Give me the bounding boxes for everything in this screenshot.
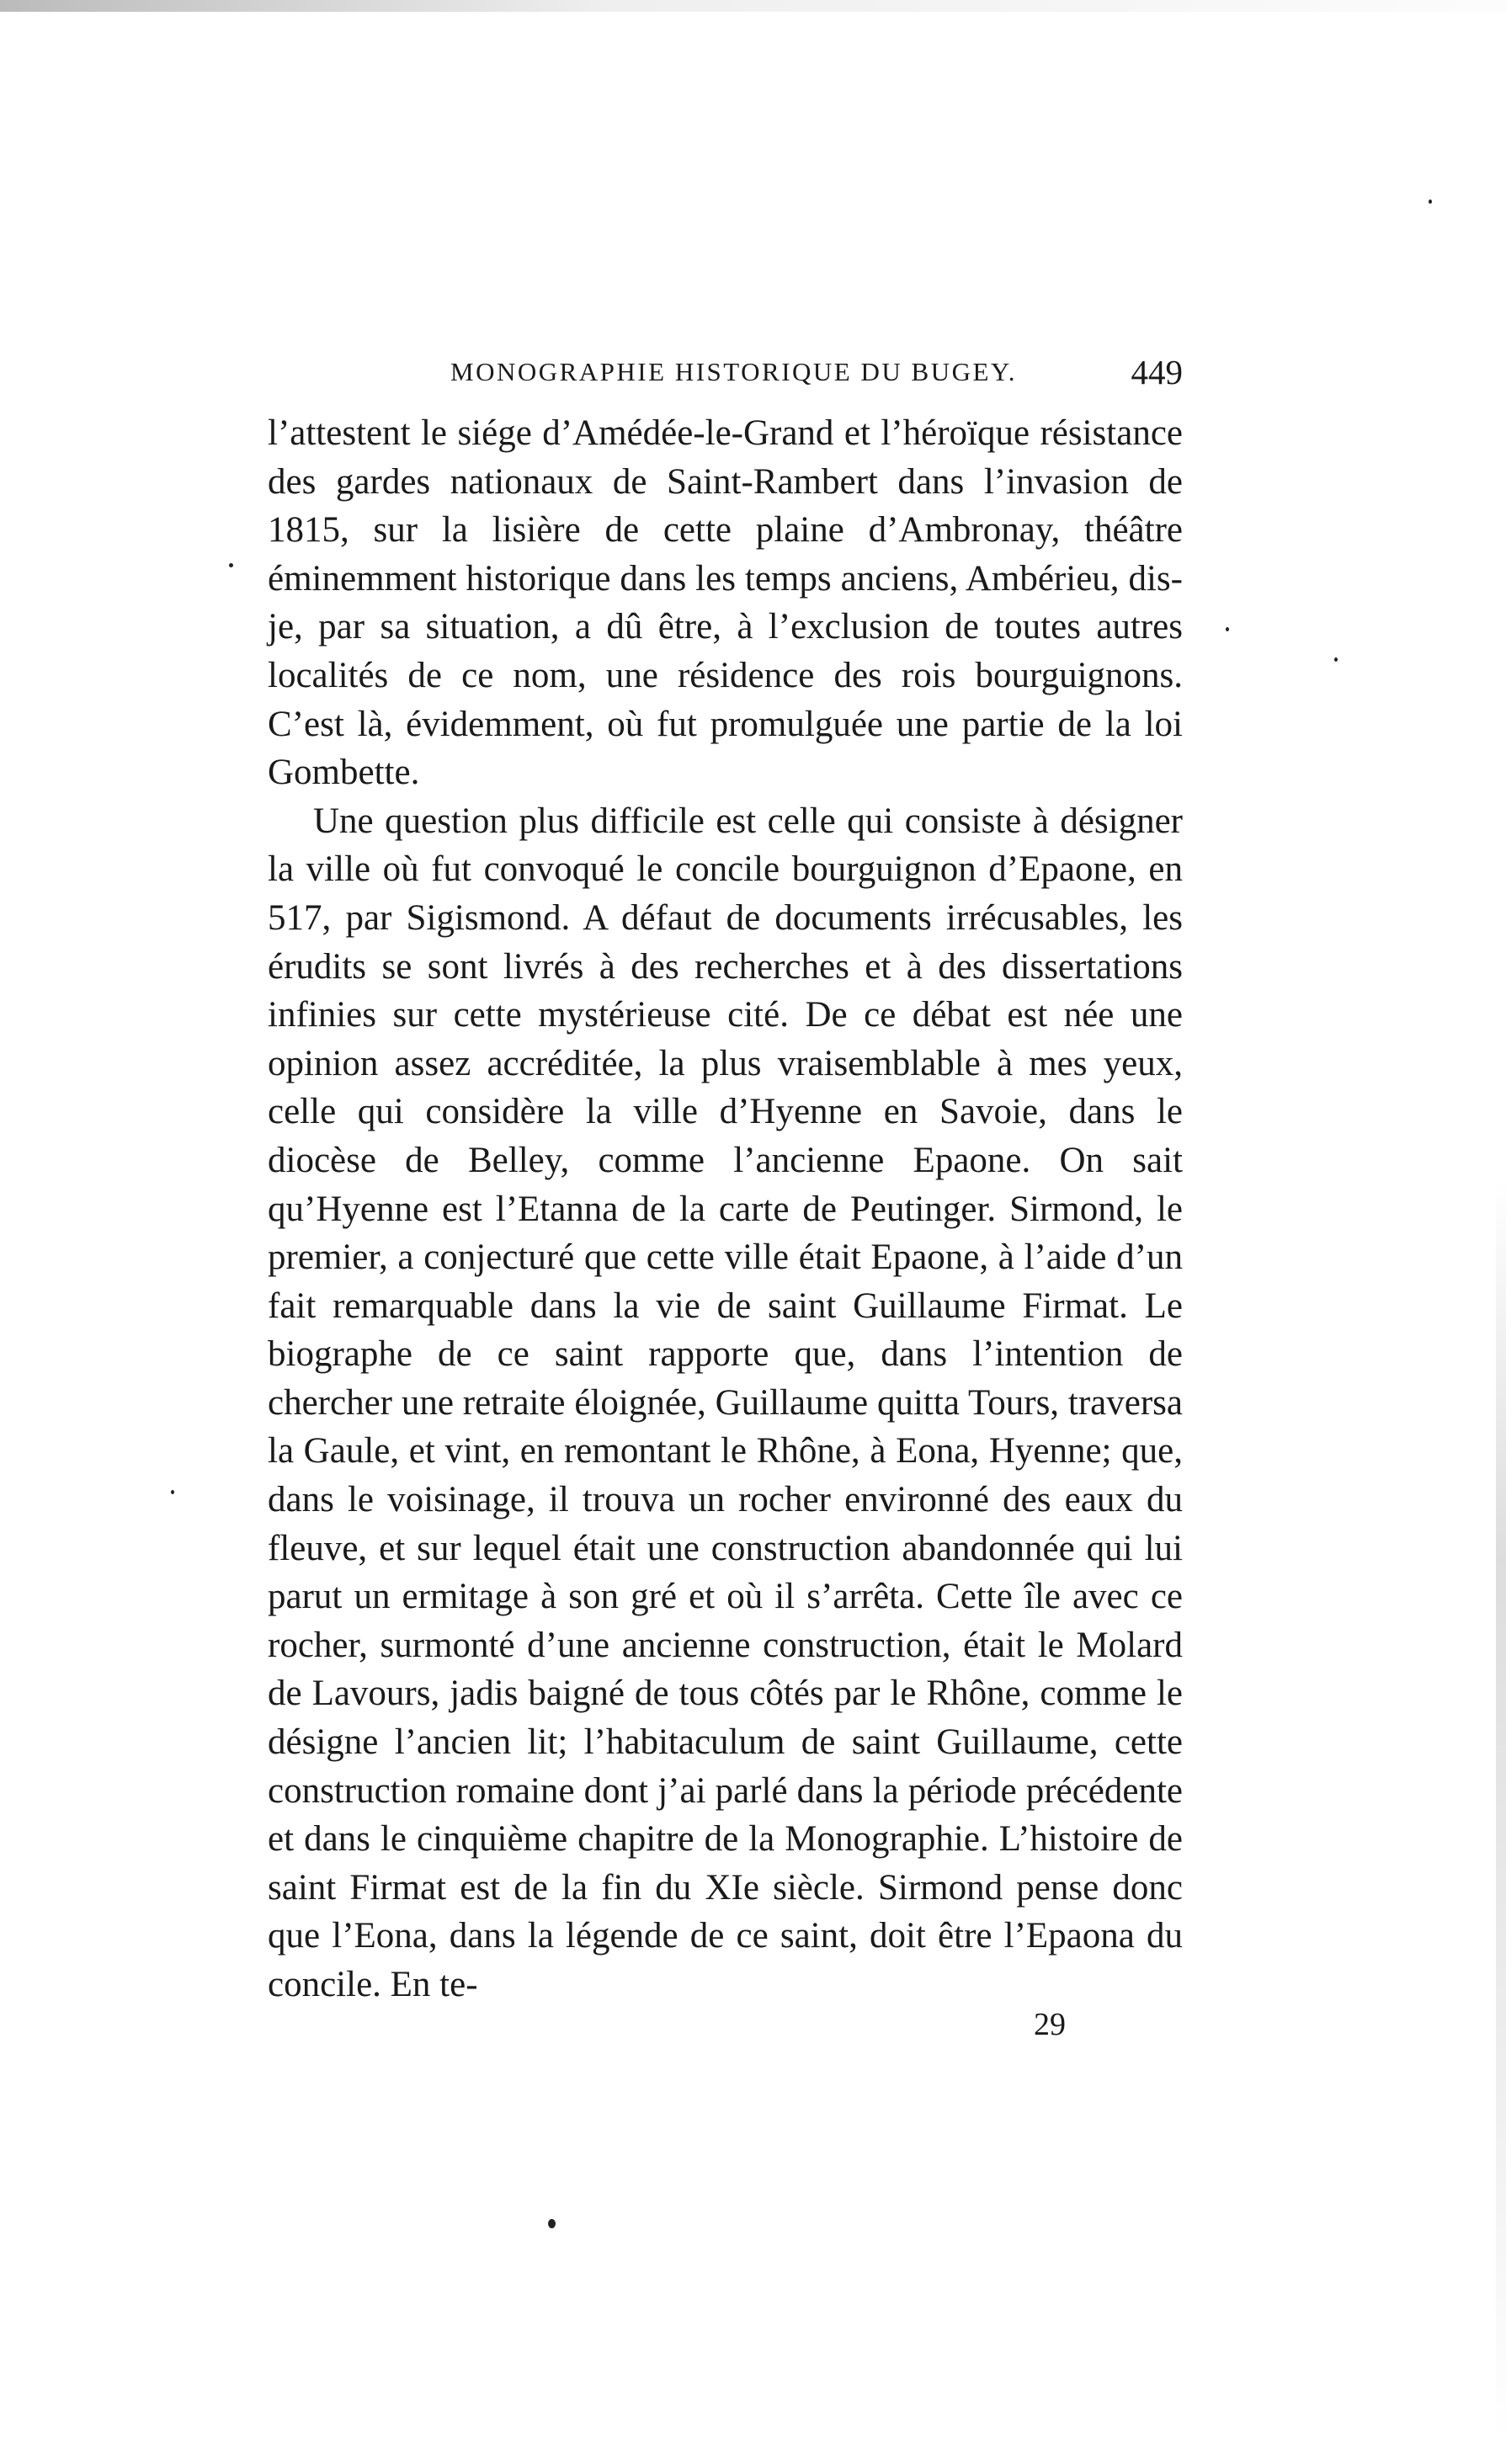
scan-edge-right: [1496, 1179, 1506, 2441]
page-number: 449: [1131, 353, 1183, 391]
ink-speck: [548, 2219, 556, 2228]
page-header: [450, 352, 1183, 399]
signature-mark: 29: [1034, 2007, 1066, 2042]
ink-speck: [1226, 627, 1229, 631]
scan-edge-top: [0, 0, 1506, 12]
body-text: [268, 409, 1183, 2009]
running-head: MONOGRAPHIE HISTORIQUE DU BUGEY.: [450, 357, 1018, 386]
ink-speck: [1334, 657, 1338, 662]
ink-speck: [1429, 200, 1432, 204]
ink-speck: [229, 563, 233, 567]
ink-speck: [171, 1490, 174, 1494]
paragraph-continuation: l’attestent le siége d’Amédée-le-Grand et l’héroïque résistance des gardes nationaux de Saint-Rambert dans l’invasion de 1815, sur la lisière de cette plaine d’Ambronay, théâtre éminemment historique dans les temps anciens, Ambérieu, dis-je, par sa situation, a dû être, à l’exclusion de toutes autres localités de ce nom, une résidence des rois bourguignons. C’est là, évidemment, où fut promulguée une partie de la loi Gombette.: [268, 413, 1183, 793]
paragraph-epaone: Une question plus difficile est celle qui consiste à désigner la ville où fut convoqué le concile bourguignon d’Epaone, en 517, par Sigismond. A défaut de documents irrécusables, les érudits se sont livrés à des recherches et à des dissertations infinies sur cette mystérieuse cité. De ce débat est née une opinion assez accréditée, la plus vraisemblable à mes yeux, celle qui considère la ville d’Hyenne en Savoie, dans le diocèse de Belley, comme l’ancienne Epaone. On sait qu’Hyenne est l’Etanna de la carte de Peutinger. Sirmond, le premier, a conjecturé que cette ville était Epaone, à l’aide d’un fait remarquable dans la vie de saint Guillaume Firmat. Le biographe de ce saint rapporte que, dans l’intention de chercher une retraite éloignée, Guillaume quitta Tours, traversa la Gaule, et vint, en remontant le Rhône, à Eona, Hyenne; que, dans le voisinage, il trouva un rocher environné des eaux du fleuve, et sur lequel était une construction abandonnée qui lui parut un ermitage à son gré et où il s’arrêta. Cette île avec ce rocher, surmonté d’une ancienne construction, était le Molard de Lavours, jadis baigné de tous côtés par le Rhône, comme le désigne l’ancien lit; l’habitaculum de saint Guillaume, cette construction romaine dont j’ai parlé dans la période précédente et dans le cinquième chapitre de la Monographie. L’histoire de saint Firmat est de la fin du XIe siècle. Sirmond pense donc que l’Eona, dans la légende de ce saint, doit être l’Epaona du concile. En te-: [268, 801, 1183, 2004]
